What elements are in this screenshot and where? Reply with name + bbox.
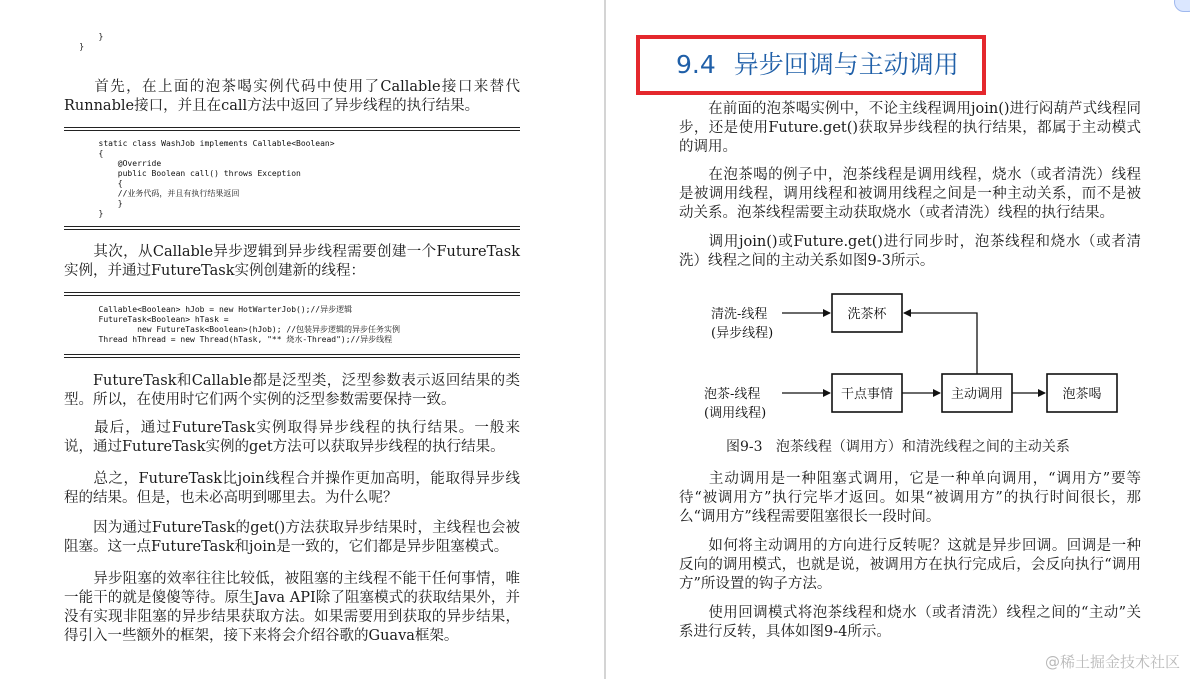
- paragraph-text: 最后，通过FutureTask实例取得异步线程的执行结果。一般来说，通过FutureTask实例的get方法可以获取异步线程的执行结果。: [64, 420, 520, 455]
- code-line: }: [60, 199, 123, 208]
- label-tea-thread: 泡茶-线程: [704, 387, 761, 402]
- figure-9-3-diagram: [696, 285, 1136, 430]
- code-line: Callable<Boolean> hJob = new HotWarterJob();//异步逻辑: [60, 305, 353, 314]
- watermark: @稀土掘金技术社区: [1044, 653, 1180, 671]
- code-line: public Boolean call() throws Exception: [60, 169, 301, 178]
- box-drink-tea-label: 泡茶喝: [1062, 387, 1102, 402]
- paragraph-text: 因为通过FutureTask的get()方法获取异步结果时，主线程也会被阻塞。这一点FutureTask和join是一致的，它们都是异步阻塞模式。: [64, 520, 520, 555]
- box-wash-cup-label: 洗茶杯: [847, 307, 887, 322]
- paragraph-text: 调用join()或Future.get()进行同步时，泡茶线程和烧水（或者清洗）线程之间的主动关系如图9-3所示。: [679, 234, 1141, 269]
- label-wash-thread: 清洗-线程: [711, 307, 768, 322]
- code-block-rule-top: [64, 127, 520, 131]
- code-line: //业务代码，并且有执行结果返回: [60, 189, 240, 198]
- right-page: [606, 0, 1190, 679]
- paragraph: [64, 243, 520, 281]
- code-fragment-top: [60, 32, 103, 52]
- paragraph: [679, 100, 1141, 157]
- paragraph: [64, 372, 520, 410]
- code-line: static class WashJob implements Callable<Boolean>: [60, 139, 335, 148]
- box-active-call-label: 主动调用: [950, 387, 1004, 402]
- label-caller-thread: (调用线程): [704, 406, 767, 421]
- paragraph: [64, 519, 520, 557]
- paragraph-text: 如何将主动调用的方向进行反转呢？这就是异步回调。回调是一种反向的调用模式，也就是说，被调用方在执行完成后，会反向执行“调用方”所设置的钩子方法。: [679, 538, 1141, 592]
- paragraph: [64, 78, 520, 116]
- paragraph-text: 主动调用是一种阻塞式调用，它是一种单向调用，“调用方”要等待“被调用方”执行完毕才返回。如果“被调用方”的执行时间很长，那么“调用方”线程需要阻塞很长一段时间。: [679, 471, 1141, 525]
- paragraph: [64, 419, 520, 457]
- figure-caption: 图9-3 泡茶线程（调用方）和清洗线程之间的主动关系: [726, 439, 1070, 455]
- section-number: 9.4: [676, 50, 716, 79]
- paragraph-text: FutureTask和Callable都是泛型类，泛型参数表示返回结果的类型。所以，在使用时它们两个实例的泛型参数需要保持一致。: [64, 373, 520, 408]
- paragraph-text: 其次，从Callable异步逻辑到异步线程需要创建一个FutureTask实例，并通过FutureTask实例创建新的线程：: [64, 244, 520, 279]
- paragraph: [679, 470, 1141, 527]
- paragraph-text: 使用回调模式将泡茶线程和烧水（或者清洗）线程之间的“主动”关系进行反转，具体如图9-4所示。: [679, 605, 1141, 640]
- paragraph-text: 首先，在上面的泡茶喝实例代码中使用了Callable接口来替代Runnable接口，并且在call方法中返回了异步线程的执行结果。: [64, 79, 520, 114]
- paragraph: [64, 570, 520, 646]
- code-line: }: [60, 42, 85, 51]
- code-line: }: [60, 209, 104, 218]
- paragraph-text: 在前面的泡茶喝实例中，不论主线程调用join()进行闷葫芦式线程同步，还是使用Future.get()获取异步线程的执行结果，都属于主动模式的调用。: [679, 101, 1141, 155]
- arrow-call-to-cup: [904, 313, 977, 374]
- code-line: }: [60, 32, 104, 41]
- paragraph-text: 异步阻塞的效率往往比较低，被阻塞的主线程不能干任何事情，唯一能干的就是傻傻等待。原生Java API除了阻塞模式的获取结果外，并没有实现非阻塞的异步结果获取方法。如果需要用到获取的异步结果，得引入一些额外的框架，接下来将会介绍谷歌的Guava框架。: [64, 571, 520, 644]
- paragraph: [679, 604, 1141, 642]
- paragraph-text: 总之，FutureTask比join线程合并操作更加高明，能取得异步线程的结果。但是，也未必高明到哪里去。为什么呢？: [64, 471, 520, 506]
- label-async-thread: (异步线程): [711, 326, 774, 341]
- section-heading: [676, 48, 959, 82]
- code-line: FutureTask<Boolean> hTask =: [60, 315, 229, 324]
- box-other-work-label: 干点事情: [840, 387, 894, 402]
- paragraph: [679, 537, 1141, 594]
- code-block-rule-top: [64, 292, 520, 296]
- code-line: Thread hThread = new Thread(hTask, "** 烧水-Thread");//异步线程: [60, 335, 393, 344]
- code-line: @Override: [60, 159, 162, 168]
- paragraph: [679, 233, 1141, 271]
- section-title: 异步回调与主动调用: [733, 50, 959, 79]
- paragraph: [679, 166, 1141, 223]
- corner-tab-icon[interactable]: [1174, 0, 1190, 12]
- code-block-rule-bottom: [64, 354, 520, 358]
- code-line: {: [60, 179, 123, 188]
- code-block-2: [60, 305, 400, 345]
- code-line: {: [60, 149, 104, 158]
- code-line: new FutureTask<Boolean>(hJob); //包装异步逻辑的异步任务实例: [60, 325, 401, 334]
- paragraph-text: 在泡茶喝的例子中，泡茶线程是调用线程，烧水（或者清洗）线程是被调用线程，调用线程和被调用线程之间是一种主动关系，而不是被动关系。泡茶线程需要主动获取烧水（或者清洗）线程的执行结果。: [679, 167, 1141, 221]
- paragraph: [64, 470, 520, 508]
- code-block-1: [60, 139, 335, 219]
- code-block-rule-bottom: [64, 226, 520, 230]
